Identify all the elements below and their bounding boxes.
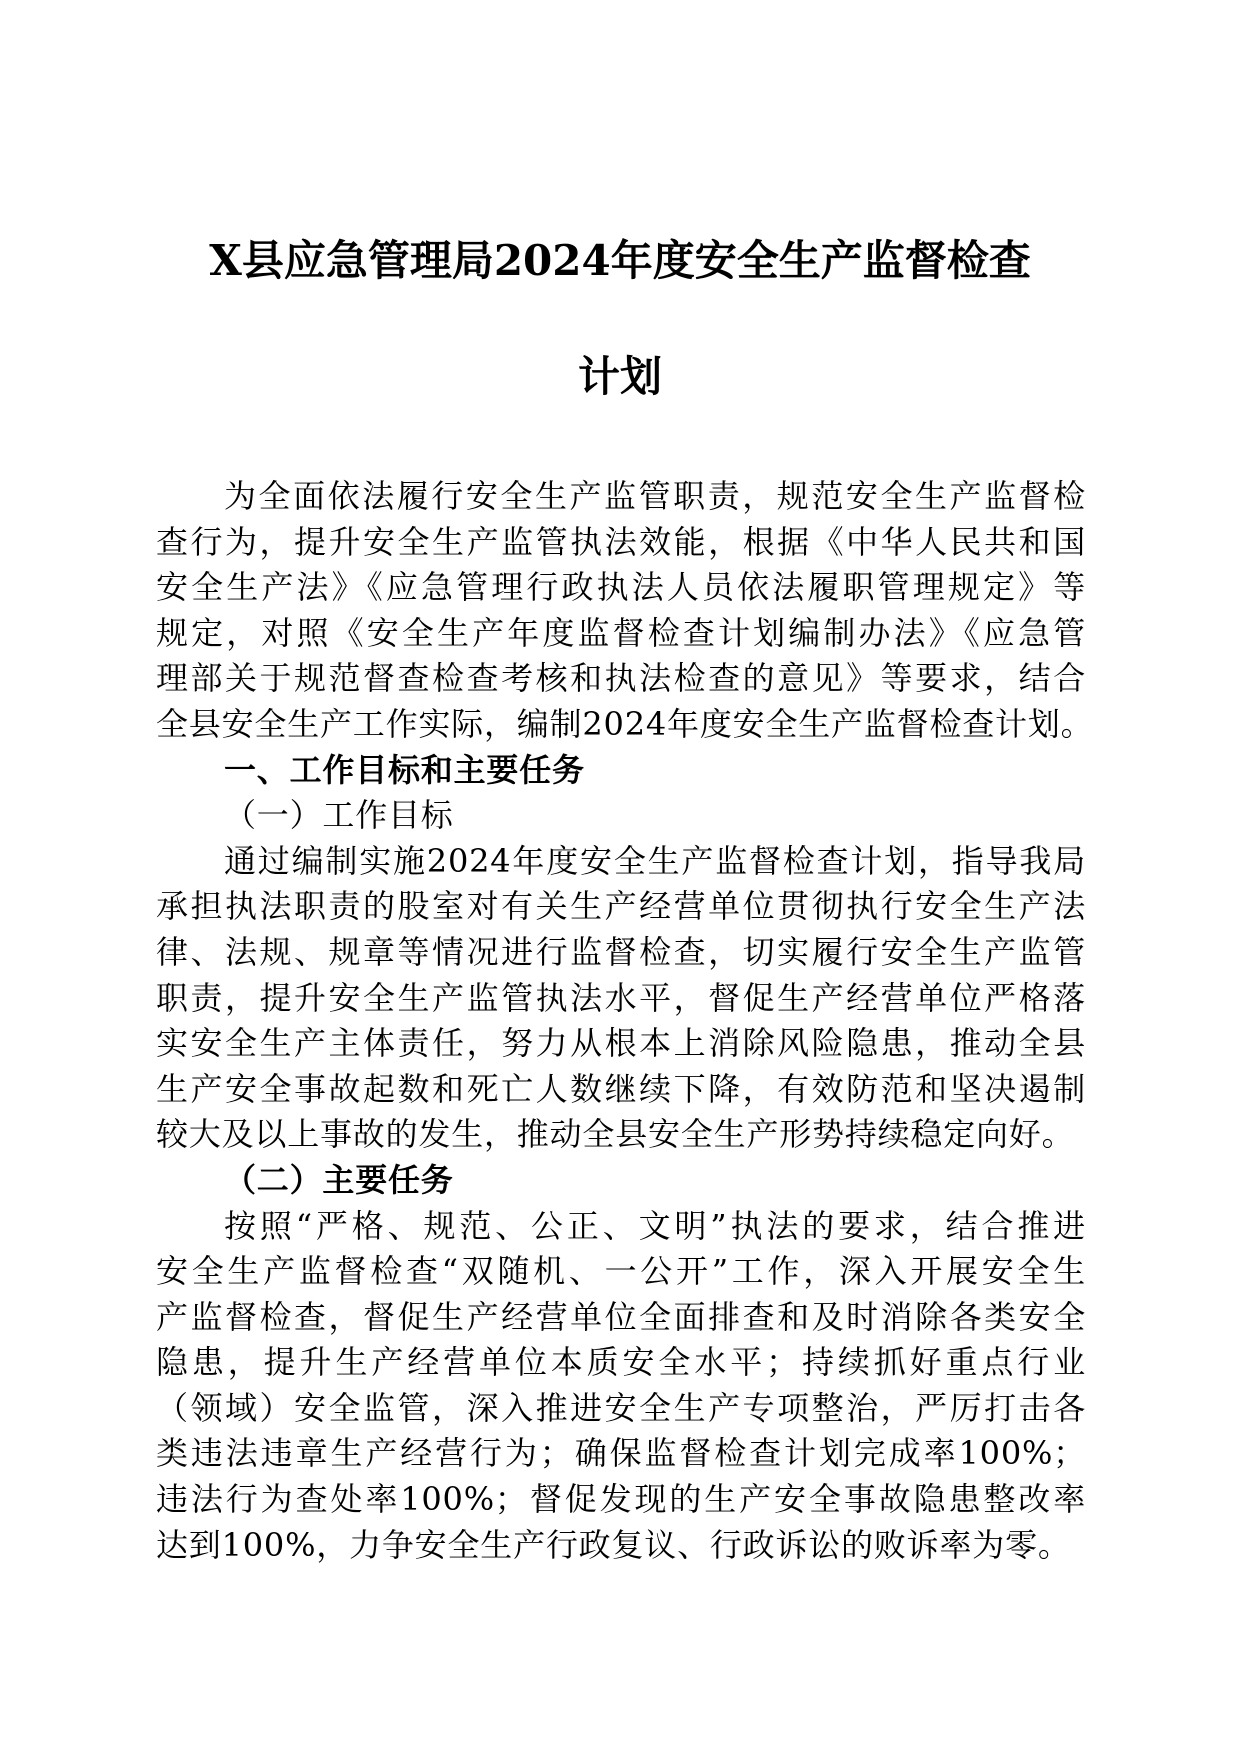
paragraph-line: 类违法违章生产经营行为；确保监督检查计划完成率100%； (156, 1434, 1086, 1473)
subsection-heading: （二）主要任务 (224, 1160, 454, 1199)
paragraph-line: 实安全生产主体责任，努力从根本上消除风险隐患，推动全县 (156, 1024, 1086, 1063)
paragraph-line: 生产安全事故起数和死亡人数继续下降，有效防范和坚决遏制 (156, 1069, 1086, 1108)
paragraph-line: 较大及以上事故的发生，推动全县安全生产形势持续稳定向好。 (156, 1115, 1075, 1154)
paragraph-line: （领域）安全监管，深入推进安全生产专项整治，严厉打击各 (156, 1388, 1086, 1427)
document-body (156, 474, 1094, 1568)
intro-line: 为全面依法履行安全生产监管职责，规范安全生产监督检 (224, 477, 1086, 515)
paragraph-line: 承担执法职责的股室对有关生产经营单位贯彻执行安全生产法 (156, 887, 1086, 926)
paragraph-line: 违法行为查处率100%；督促发现的生产安全事故隐患整改率 (156, 1480, 1086, 1519)
intro-line: 规定，对照《安全生产年度监督检查计划编制办法》《应急管 (156, 613, 1086, 652)
intro-line: 理部关于规范督查检查考核和执法检查的意见》等要求，结合 (156, 659, 1086, 698)
paragraph-line: 按照“严格、规范、公正、文明”执法的要求，结合推进 (224, 1206, 1086, 1245)
paragraph-line: 隐患，提升生产经营单位本质安全水平；持续抓好重点行业 (156, 1343, 1086, 1382)
intro-line: 查行为，提升安全生产监管执法效能，根据《中华人民共和国 (156, 522, 1086, 561)
paragraph-line: 通过编制实施2024年度安全生产监督检查计划，指导我局 (224, 841, 1086, 880)
paragraph-line: 安全生产监督检查“双随机、一公开”工作，深入开展安全生 (156, 1252, 1086, 1291)
intro-line: 安全生产法》《应急管理行政执法人员依法履职管理规定》等 (156, 568, 1086, 607)
paragraph-line: 达到100%，力争安全生产行政复议、行政诉讼的败诉率为零。 (156, 1525, 1071, 1564)
document-title-line-2: 计划 (577, 352, 662, 401)
paragraph-line: 职责，提升安全生产监管执法水平，督促生产经营单位严格落 (156, 978, 1086, 1017)
document-title-line-1: X县应急管理局2024年度安全生产监督检查 (209, 236, 1031, 285)
paragraph-line: 产监督检查，督促生产经营单位全面排查和及时消除各类安全 (156, 1297, 1086, 1336)
paragraph-line: 律、法规、规章等情况进行监督检查，切实履行安全生产监管 (156, 932, 1086, 971)
intro-line: 全县安全生产工作实际，编制2024年度安全生产监督检查计划。 (156, 704, 1094, 743)
subsection-heading: （一）工作目标 (224, 796, 454, 835)
section-heading: 一、工作目标和主要任务 (224, 750, 585, 789)
